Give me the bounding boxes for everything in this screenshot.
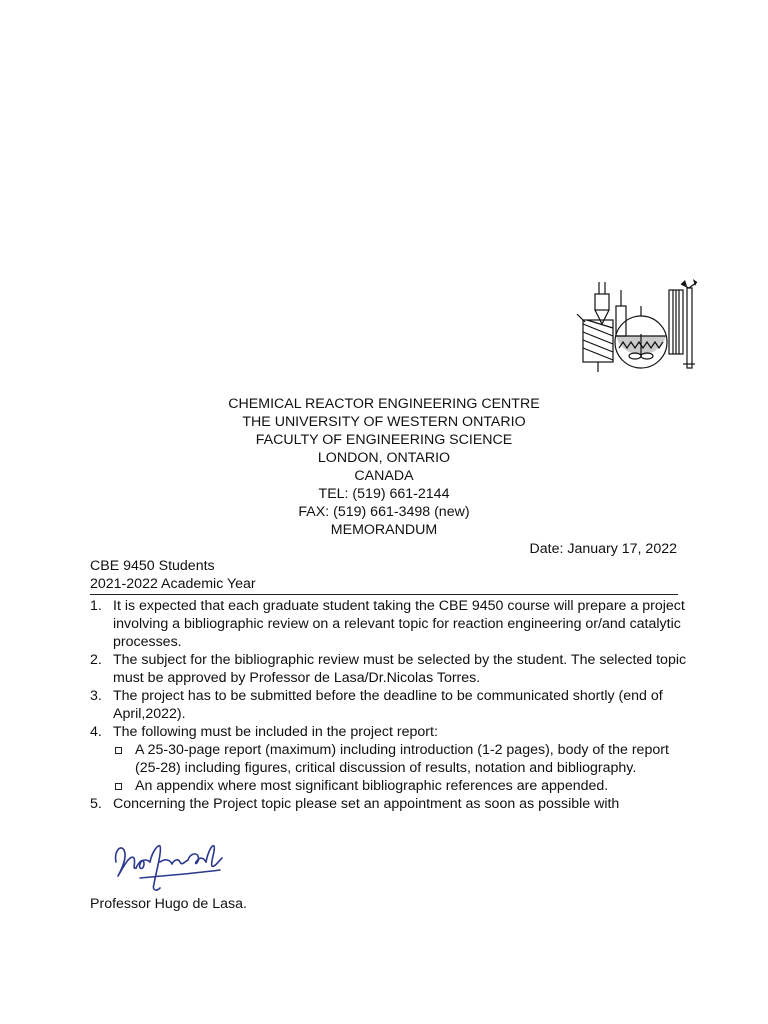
- list-item: [90, 723, 690, 741]
- list-item: [90, 651, 690, 687]
- letterhead-telephone: TEL: (519) 661-2144: [318, 486, 450, 502]
- square-bullet-icon: [115, 783, 122, 790]
- signer-name: Professor Hugo de Lasa.: [90, 896, 247, 912]
- list-item-text: The following must be included in the project report:: [113, 724, 438, 740]
- letterhead-university: THE UNIVERSITY OF WESTERN ONTARIO: [242, 414, 526, 430]
- list-item-number: 4.: [90, 724, 102, 740]
- list-item-number: 1.: [90, 598, 102, 614]
- list-item-number: 3.: [90, 688, 102, 704]
- letterhead-fax: FAX: (519) 661-3498 (new): [298, 504, 470, 520]
- sub-list-item: [90, 741, 690, 777]
- list-item-number: 2.: [90, 652, 102, 668]
- reactor-logo-icon: [573, 276, 703, 374]
- list-item: [90, 687, 690, 723]
- memo-recipient: [90, 557, 678, 593]
- letterhead-centre-name: CHEMICAL REACTOR ENGINEERING CENTRE: [228, 396, 540, 412]
- sub-list-item-text: A 25-30-page report (maximum) including introduction (1-2 pages), body of the report (25-28) including figures, critical discussion of results, notation and bibliography.: [135, 742, 669, 776]
- memo-date: Date: January 17, 2022: [529, 541, 677, 557]
- list-item: [90, 795, 690, 813]
- document-title: MEMORANDUM: [330, 522, 438, 538]
- list-item-text: It is expected that each graduate student taking the CBE 9450 course will prepare a project involving a bibliographic review on a relevant topic for reaction engineering or/and catalytic processes.: [113, 598, 685, 650]
- recipient-line-2: 2021-2022 Academic Year: [90, 576, 256, 592]
- letterhead-country: CANADA: [354, 468, 414, 484]
- letterhead-city: LONDON, ONTARIO: [317, 450, 451, 466]
- sub-list-item-text: An appendix where most significant bibliographic references are appended.: [135, 778, 609, 794]
- divider: [90, 594, 678, 595]
- signature-icon: [110, 832, 230, 894]
- recipient-line-1: CBE 9450 Students: [90, 558, 215, 574]
- list-item-number: 5.: [90, 796, 102, 812]
- memo-numbered-list: [90, 597, 690, 813]
- letterhead: [90, 395, 678, 539]
- list-item-text: Concerning the Project topic please set an appointment as soon as possible with: [113, 796, 620, 812]
- letterhead-faculty: FACULTY OF ENGINEERING SCIENCE: [255, 432, 513, 448]
- list-item: [90, 597, 690, 651]
- sub-list-item: [90, 777, 690, 795]
- list-item-text: The project has to be submitted before the deadline to be communicated shortly (end of April,2022).: [113, 688, 663, 722]
- square-bullet-icon: [115, 747, 122, 754]
- list-item-text: The subject for the bibliographic review must be selected by the student. The selected topic must be approved by Professor de Lasa/Dr.Nicolas Torres.: [113, 652, 687, 686]
